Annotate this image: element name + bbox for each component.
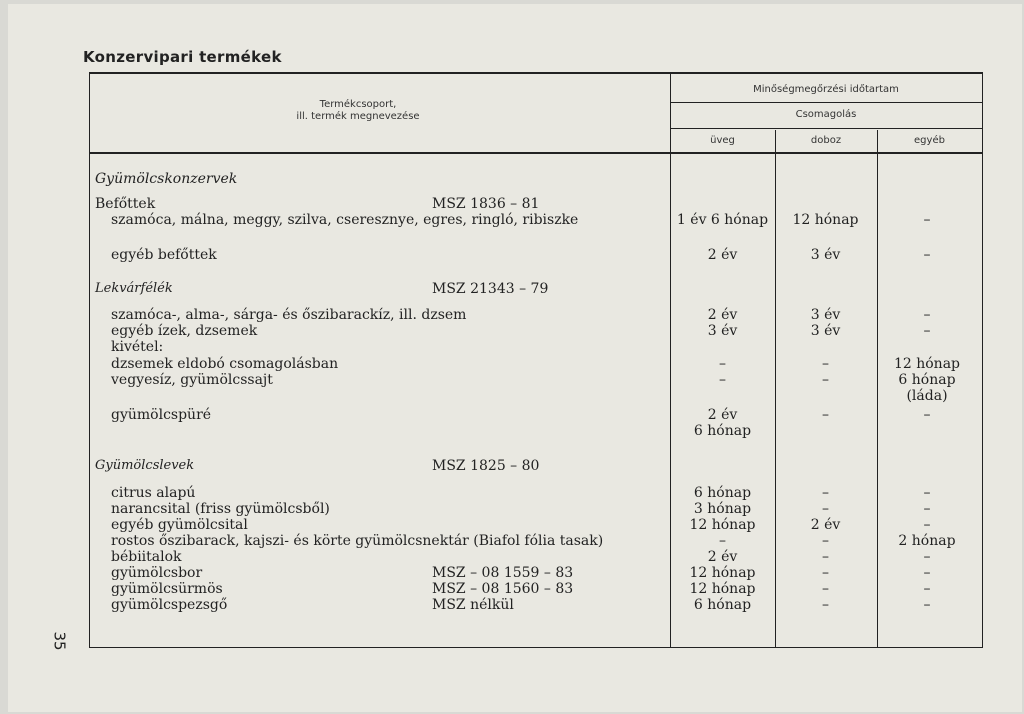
table-row-name: vegyesíz, gyümölcssajt xyxy=(111,372,273,388)
cell-box: – xyxy=(822,565,829,581)
table-row-standard: MSZ – 08 1559 – 83 xyxy=(432,565,574,581)
cell-glass: 12 hónap xyxy=(689,565,756,581)
table-bottom-border xyxy=(89,647,983,648)
cell-box: 2 év xyxy=(810,517,841,533)
cell-other: 12 hónap xyxy=(893,356,961,372)
juices-standard: MSZ 1825 – 80 xyxy=(432,458,540,474)
header-rule-1 xyxy=(670,102,982,103)
cell-glass: 2 év xyxy=(707,307,738,323)
compotes-standard: MSZ 1836 – 81 xyxy=(432,196,540,212)
table-row-name: szamóca-, alma-, sárga- és őszibarackíz, ill. dzsem xyxy=(111,307,467,323)
table-row-name: narancsital (friss gyümölcsből) xyxy=(111,501,330,517)
cell-glass: 1 év 6 hónap xyxy=(676,212,769,228)
cell-glass: 12 hónap xyxy=(689,517,756,533)
cell-other: – xyxy=(923,565,931,581)
document-page xyxy=(8,4,1022,712)
compotes-label: Befőttek xyxy=(95,196,156,212)
cell-other: – xyxy=(923,407,931,423)
cell-box: – xyxy=(822,501,829,517)
cell-glass: 12 hónap xyxy=(689,581,756,597)
cell-other: – xyxy=(923,247,931,263)
cell-glass: 2 év xyxy=(707,549,738,565)
cell-glass: 2 év xyxy=(707,407,738,423)
cell-other-note: (láda) xyxy=(906,388,948,404)
cell-box: – xyxy=(822,549,829,565)
table-row-name: egyéb befőttek xyxy=(111,247,217,263)
table-row-name: gyümölcsbor xyxy=(111,565,203,581)
header-product-line1: Termékcsoport, xyxy=(319,99,397,110)
page-number: 35 xyxy=(50,631,69,651)
cell-box: 3 év xyxy=(810,323,841,339)
cell-box: 3 év xyxy=(810,247,841,263)
page-title: Konzervipari termékek xyxy=(83,48,282,66)
section-juices: Gyümölcslevek xyxy=(95,458,195,473)
cell-glass: – xyxy=(719,356,726,372)
header-product-group xyxy=(238,99,478,123)
table-row-name: gyümölcspüré xyxy=(111,407,212,423)
cell-other: – xyxy=(923,581,931,597)
header-bottom-rule xyxy=(89,152,983,154)
header-packaging: Csomagolás xyxy=(795,109,857,120)
cell-box: 12 hónap xyxy=(792,212,859,228)
table-row-name: rostos őszibarack, kajszi- és körte gyümölcsnektár (Biafol fólia tasak) xyxy=(111,533,604,549)
cell-other: – xyxy=(923,517,931,533)
table-left-border xyxy=(89,72,90,648)
cell-other: 2 hónap xyxy=(898,533,956,549)
cell-glass: 6 hónap xyxy=(693,597,752,613)
jams-standard: MSZ 21343 – 79 xyxy=(432,281,549,297)
header-rule-2 xyxy=(670,128,982,129)
cell-glass: 3 hónap xyxy=(693,501,752,517)
cell-glass: – xyxy=(719,372,726,388)
cell-other: – xyxy=(923,597,931,613)
cell-box: – xyxy=(822,485,829,501)
section-fruit-preserves: Gyümölcskonzervek xyxy=(95,171,238,187)
exception-label: kivétel: xyxy=(111,339,164,355)
cell-glass-line2: 6 hónap xyxy=(693,423,752,439)
cell-box: – xyxy=(822,581,829,597)
cell-glass: – xyxy=(719,533,726,549)
cell-box: 3 év xyxy=(810,307,841,323)
table-row-name: egyéb gyümölcsital xyxy=(111,517,248,533)
table-right-border xyxy=(982,72,983,648)
table-row-name: gyümölcsürmös xyxy=(111,581,223,597)
cell-box: – xyxy=(822,597,829,613)
header-col-other: egyéb xyxy=(914,135,945,146)
table-row-name: szamóca, málna, meggy, szilva, cseresznye, egres, ringló, ribiszke xyxy=(111,212,579,228)
table-row-name: gyümölcspezsgő xyxy=(111,597,228,613)
cell-glass: 6 hónap xyxy=(693,485,752,501)
cell-other: – xyxy=(923,549,931,565)
table-row-name: citrus alapú xyxy=(111,485,196,501)
cell-other: – xyxy=(923,307,931,323)
header-col-box: doboz xyxy=(810,135,842,146)
cell-box: – xyxy=(822,356,829,372)
table-row-standard: MSZ nélkül xyxy=(432,597,514,613)
table-row-standard: MSZ – 08 1560 – 83 xyxy=(432,581,574,597)
section-jams: Lekvárfélék xyxy=(95,281,173,296)
table-row-name: egyéb ízek, dzsemek xyxy=(111,323,258,339)
cell-box: – xyxy=(822,407,829,423)
header-col-glass: üveg xyxy=(710,135,735,146)
cell-glass: 2 év xyxy=(707,247,738,263)
cell-box: – xyxy=(822,533,829,549)
table-top-border xyxy=(89,72,983,74)
cell-glass: 3 év xyxy=(707,323,738,339)
cell-other: 6 hónap xyxy=(898,372,956,388)
header-product-line2: ill. termék megnevezése xyxy=(296,111,420,122)
cell-box: – xyxy=(822,372,829,388)
table-row-name: dzsemek eldobó csomagolásban xyxy=(111,356,339,372)
cell-other: – xyxy=(923,485,931,501)
cell-other: – xyxy=(923,501,931,517)
table-row-name: bébiitalok xyxy=(111,549,182,565)
header-quality-period: Minőségmegőrzési időtartam xyxy=(753,84,899,95)
cell-other: – xyxy=(923,323,931,339)
cell-other: – xyxy=(923,212,931,228)
